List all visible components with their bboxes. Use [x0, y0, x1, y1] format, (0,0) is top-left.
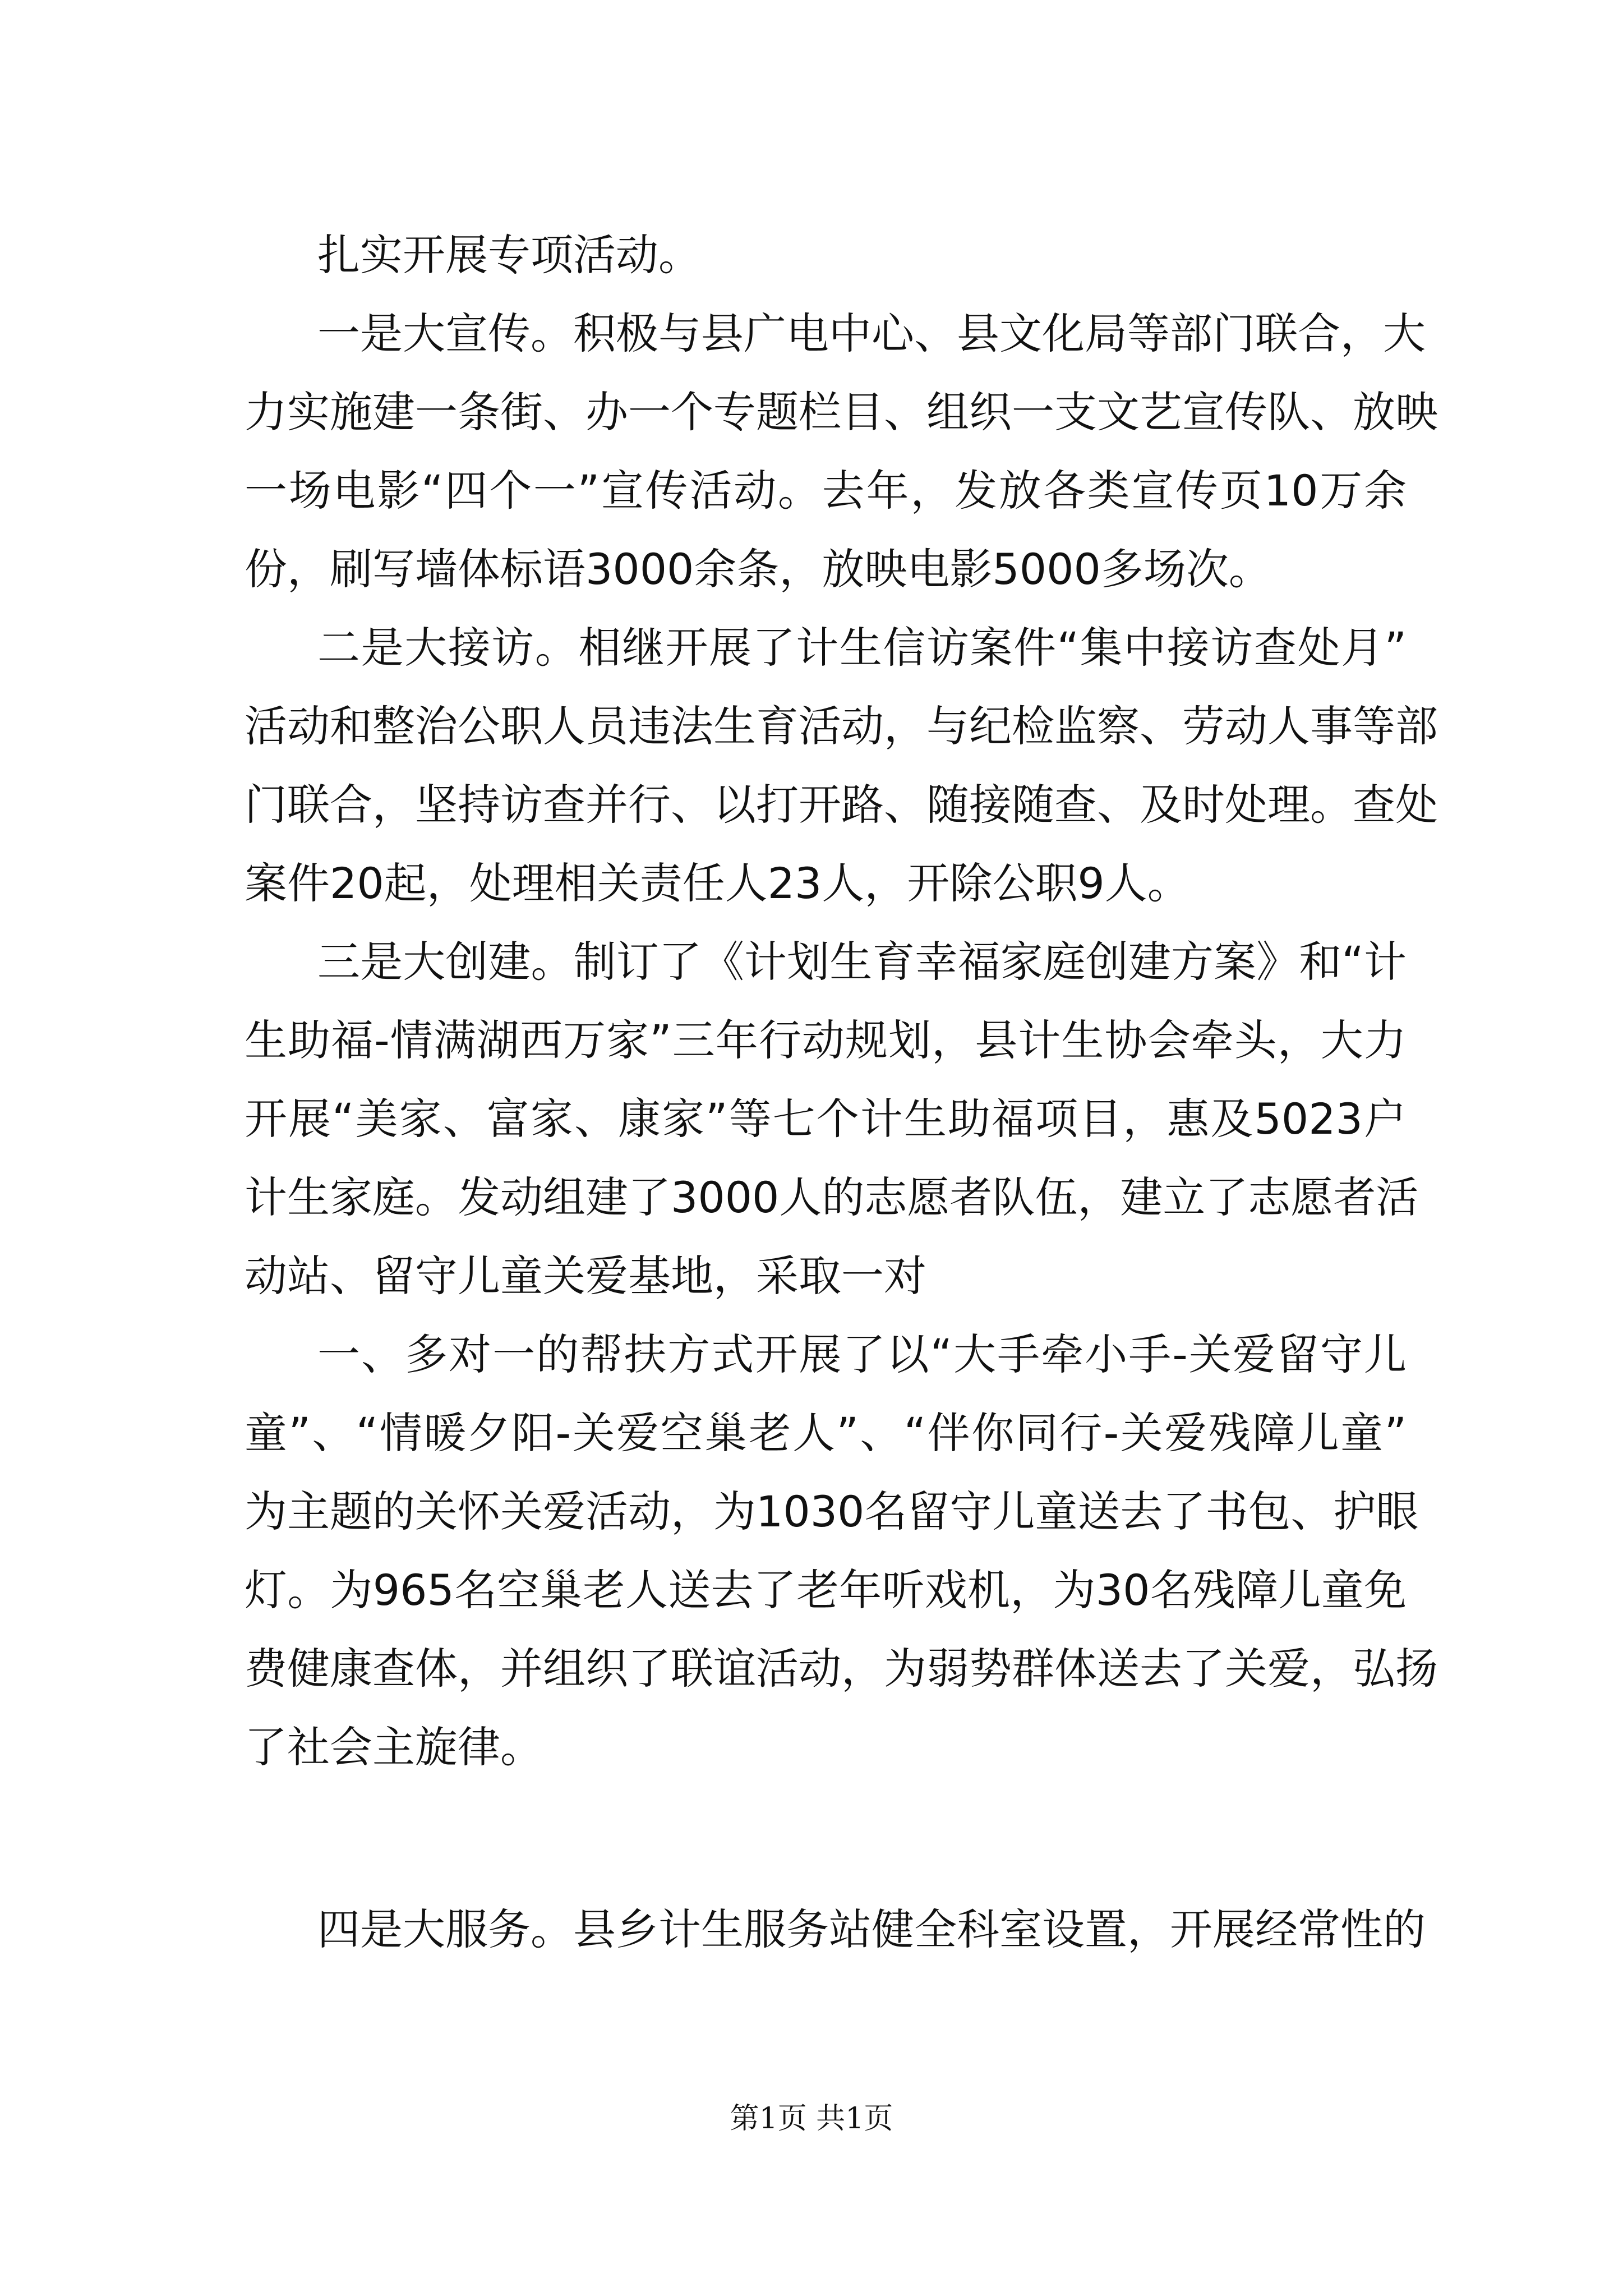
paragraph-line: 费健康查体，并组织了联谊活动，为弱势群体送去了关爱，弘扬	[245, 1644, 1438, 1694]
paragraph-line: 案件20起，处理相关责任人23人，开除公职9人。	[245, 858, 1190, 908]
page-number-footer: 第1页 共1页	[730, 2102, 893, 2136]
paragraph-line: 扎实开展专项活动。	[317, 230, 701, 280]
paragraph-line: 一是大宣传。积极与县广电中心、县文化局等部门联合，大	[317, 309, 1426, 358]
paragraph-line: 为主题的关怀关爱活动，为1030名留守儿童送去了书包、护眼	[245, 1487, 1419, 1536]
paragraph-line: 了社会主旋律。	[245, 1722, 543, 1772]
paragraph-line: 二是大接访。相继开展了计生信访案件“集中接访查处月”	[317, 623, 1407, 673]
paragraph-line: 三是大创建。制订了《计划生育幸福家庭创建方案》和“计	[317, 937, 1407, 987]
paragraph-line: 计生家庭。发动组建了3000人的志愿者队伍，建立了志愿者活	[245, 1172, 1419, 1222]
paragraph-line: 份，刷写墙体标语3000余条，放映电影5000多场次。	[245, 544, 1271, 594]
paragraph-line: 一、多对一的帮扶方式开展了以“大手牵小手-关爱留守儿	[317, 1329, 1407, 1379]
paragraph-line: 力实施建一条街、办一个专题栏目、组织一支文艺宣传队、放映	[245, 387, 1438, 437]
paragraph-line: 动站、留守儿童关爱基地，采取一对	[245, 1251, 926, 1301]
paragraph-line: 门联合，坚持访查并行、以打开路、随接随查、及时处理。查处	[245, 780, 1438, 830]
paragraph-line: 四是大服务。县乡计生服务站健全科室设置，开展经常性的	[317, 1904, 1426, 1954]
paragraph-line: 灯。为965名空巢老人送去了老年听戏机，为30名残障儿童免	[245, 1565, 1407, 1615]
paragraph-line: 一场电影“四个一”宣传活动。去年，发放各类宣传页10万余	[245, 466, 1407, 516]
paragraph-line: 童”、“情暖夕阳-关爱空巢老人”、“伴你同行-关爱残障儿童”	[245, 1408, 1407, 1458]
paragraph-line: 生助福-情满湖西万家”三年行动规划，县计生协会牵头，大力	[245, 1015, 1407, 1065]
paragraph-line: 活动和整治公职人员违法生育活动，与纪检监察、劳动人事等部	[245, 701, 1438, 751]
paragraph-line: 开展“美家、富家、康家”等七个计生助福项目，惠及5023户	[245, 1094, 1407, 1144]
